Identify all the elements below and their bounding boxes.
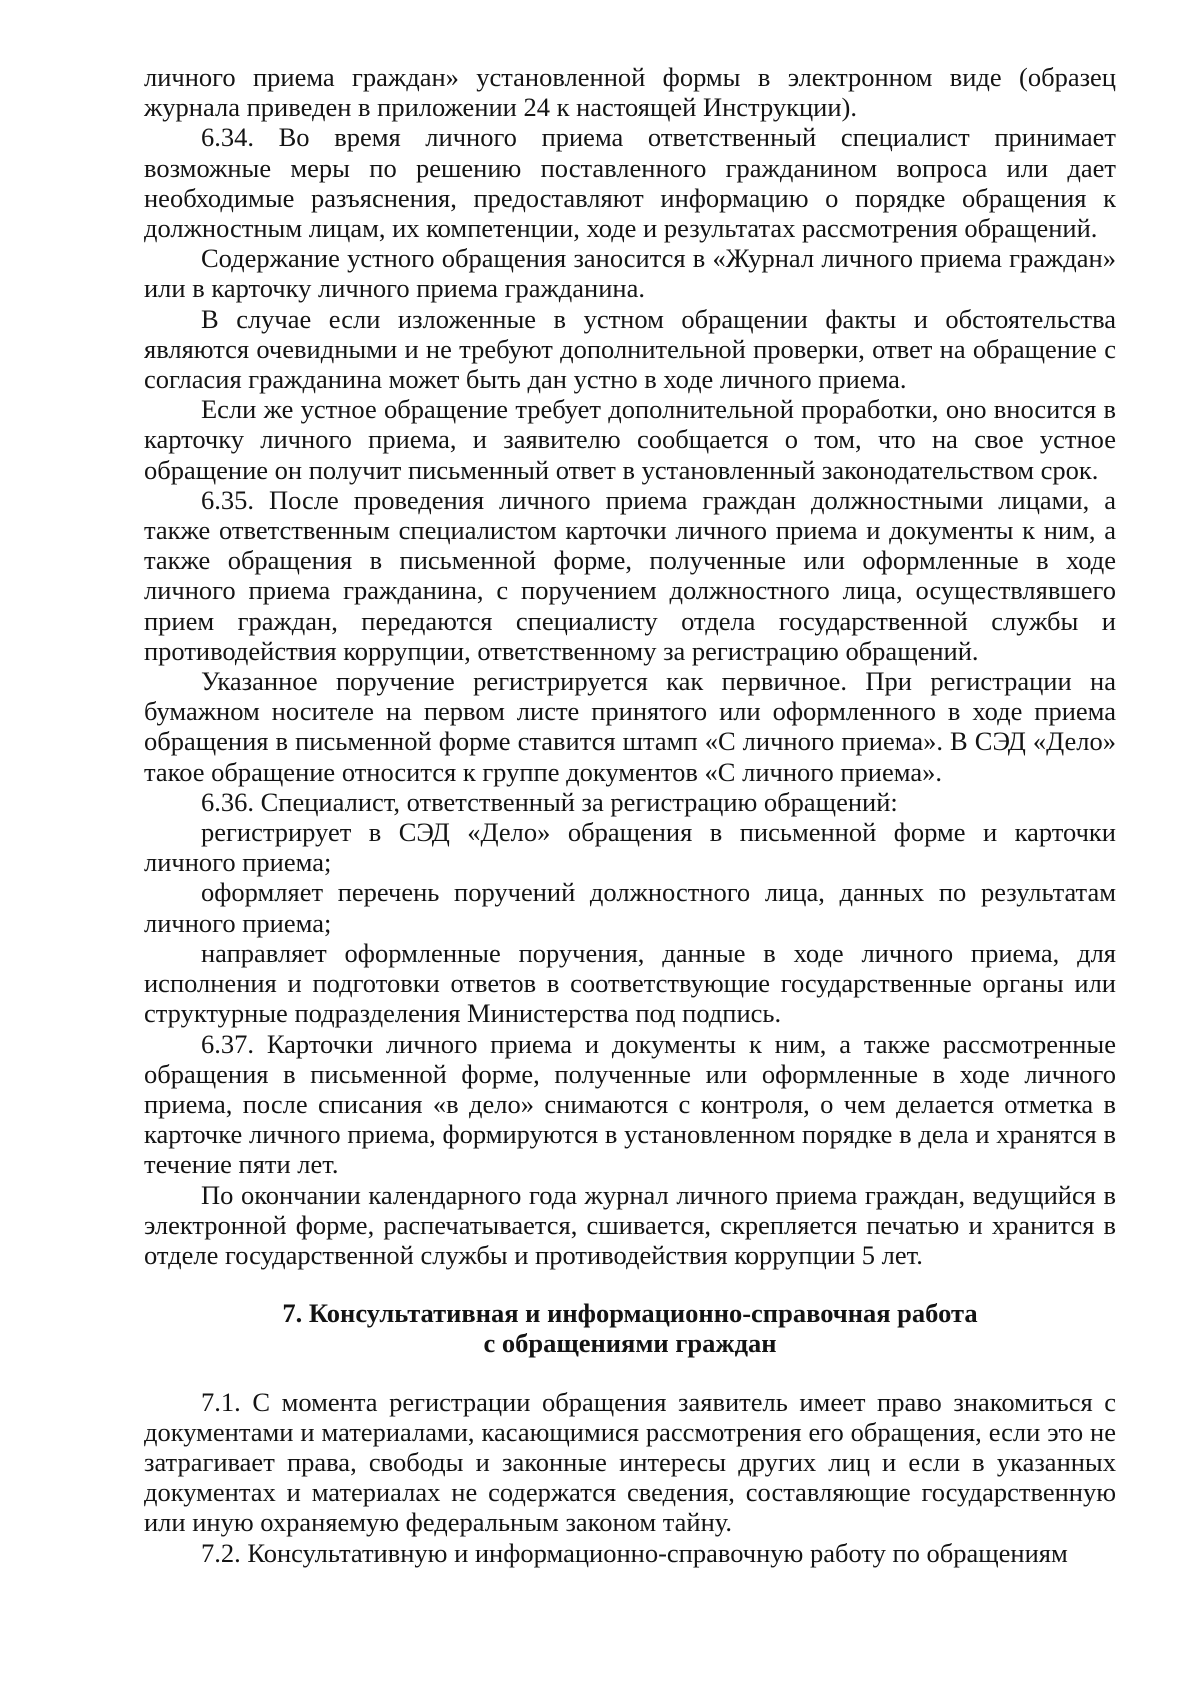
paragraph-7-2: 7.2. Консультативную и информационно-справочную работу по обращениям (201, 1537, 1068, 1568)
paragraph-journal-continuation: личного приема граждан» установленной формы в электронном виде (образец журнала приведен в приложении 24 к настоящей Инструкции). (144, 62, 1116, 123)
paragraph-6-34: 6.34. Во время личного приема ответственный специалист принимает возможные меры по решению поставленного гражданином вопроса или дает необходимые разъяснения, предоставляют информацию о порядке обращения к должностным лицам, их компетенции, ходе и результатах рассмотрения обращений. (144, 122, 1116, 244)
section-heading-line-2: с обращениями граждан (483, 1328, 777, 1359)
paragraph-6-35: 6.35. После проведения личного приема граждан должностными лицами, а также ответственным специалистом карточки личного приема и документы к ним, а также обращения в письменной форме, полученные или оформленные в ходе личного приема гражданина, с поручением должностного лица, осуществлявшего прием граждан, передаются специалисту отдела государственной службы и противодействия коррупции, ответственному за регистрацию обращений. (144, 484, 1116, 666)
paragraph-journal-archive: По окончании календарного года журнал личного приема граждан, ведущийся в электронной форме, распечатывается, сшивается, скрепляется печатью и хранится в отделе государственной службы и противодействия коррупции 5 лет. (144, 1179, 1116, 1270)
section-heading (144, 1298, 1116, 1358)
document-body (144, 62, 1116, 1568)
paragraph-sends-orders: направляет оформленные поручения, данные в ходе личного приема, для исполнения и подготовки ответов в соответствующие государственные органы или структурные подразделения Министерства под подпись. (144, 937, 1116, 1029)
paragraph-oral-appeal-content: Содержание устного обращения заносится в «Журнал личного приема граждан» или в карточку личного приема гражданина. (144, 243, 1116, 304)
paragraph-6-37: 6.37. Карточки личного приема и документы к ним, а также рассмотренные обращения в письменной форме, полученные или оформленные в ходе личного приема, после списания «в дело» снимаются с контроля, о чем делается отметка в карточке личного приема, формируются в установленном порядке в дела и хранятся в течение пяти лет. (144, 1028, 1116, 1180)
section-heading-line-1: 7. Консультативная и информационно-справочная работа (282, 1298, 978, 1329)
paragraph-forms-list: оформляет перечень поручений должностного лица, данных по результатам личного приема; (144, 877, 1116, 938)
paragraph-written-answer: Если же устное обращение требует дополнительной проработки, оно вносится в карточку личного приема, и заявителю сообщается о том, что на свое устное обращение он получит письменный ответ в установленный законодательством срок. (144, 394, 1116, 485)
paragraph-oral-answer: В случае если изложенные в устном обращении факты и обстоятельства являются очевидными и не требуют дополнительной проверки, ответ на обращение с согласия гражданина может быть дан устно в ходе личного приема. (144, 303, 1116, 395)
paragraph-6-36: 6.36. Специалист, ответственный за регистрацию обращений: (201, 786, 898, 817)
paragraph-registers: регистрирует в СЭД «Дело» обращения в письменной форме и карточки личного приема; (144, 817, 1116, 878)
paragraph-primary-registration: Указанное поручение регистрируется как первичное. При регистрации на бумажном носителе на первом листе принятого или оформленного в ходе приема обращения в письменной форме ставится штамп «С личного приема». В СЭД «Дело» такое обращение относится к группе документов «С личного приема». (144, 666, 1116, 787)
paragraph-7-1: 7.1. С момента регистрации обращения заявитель имеет право знакомиться с документами и материалами, касающимися рассмотрения его обращения, если это не затрагивает права, свободы и законные интересы других лиц и если в указанных документах и материалах не содержатся сведения, составляющие государственную или иную охраняемую федеральным законом тайну. (144, 1386, 1116, 1538)
